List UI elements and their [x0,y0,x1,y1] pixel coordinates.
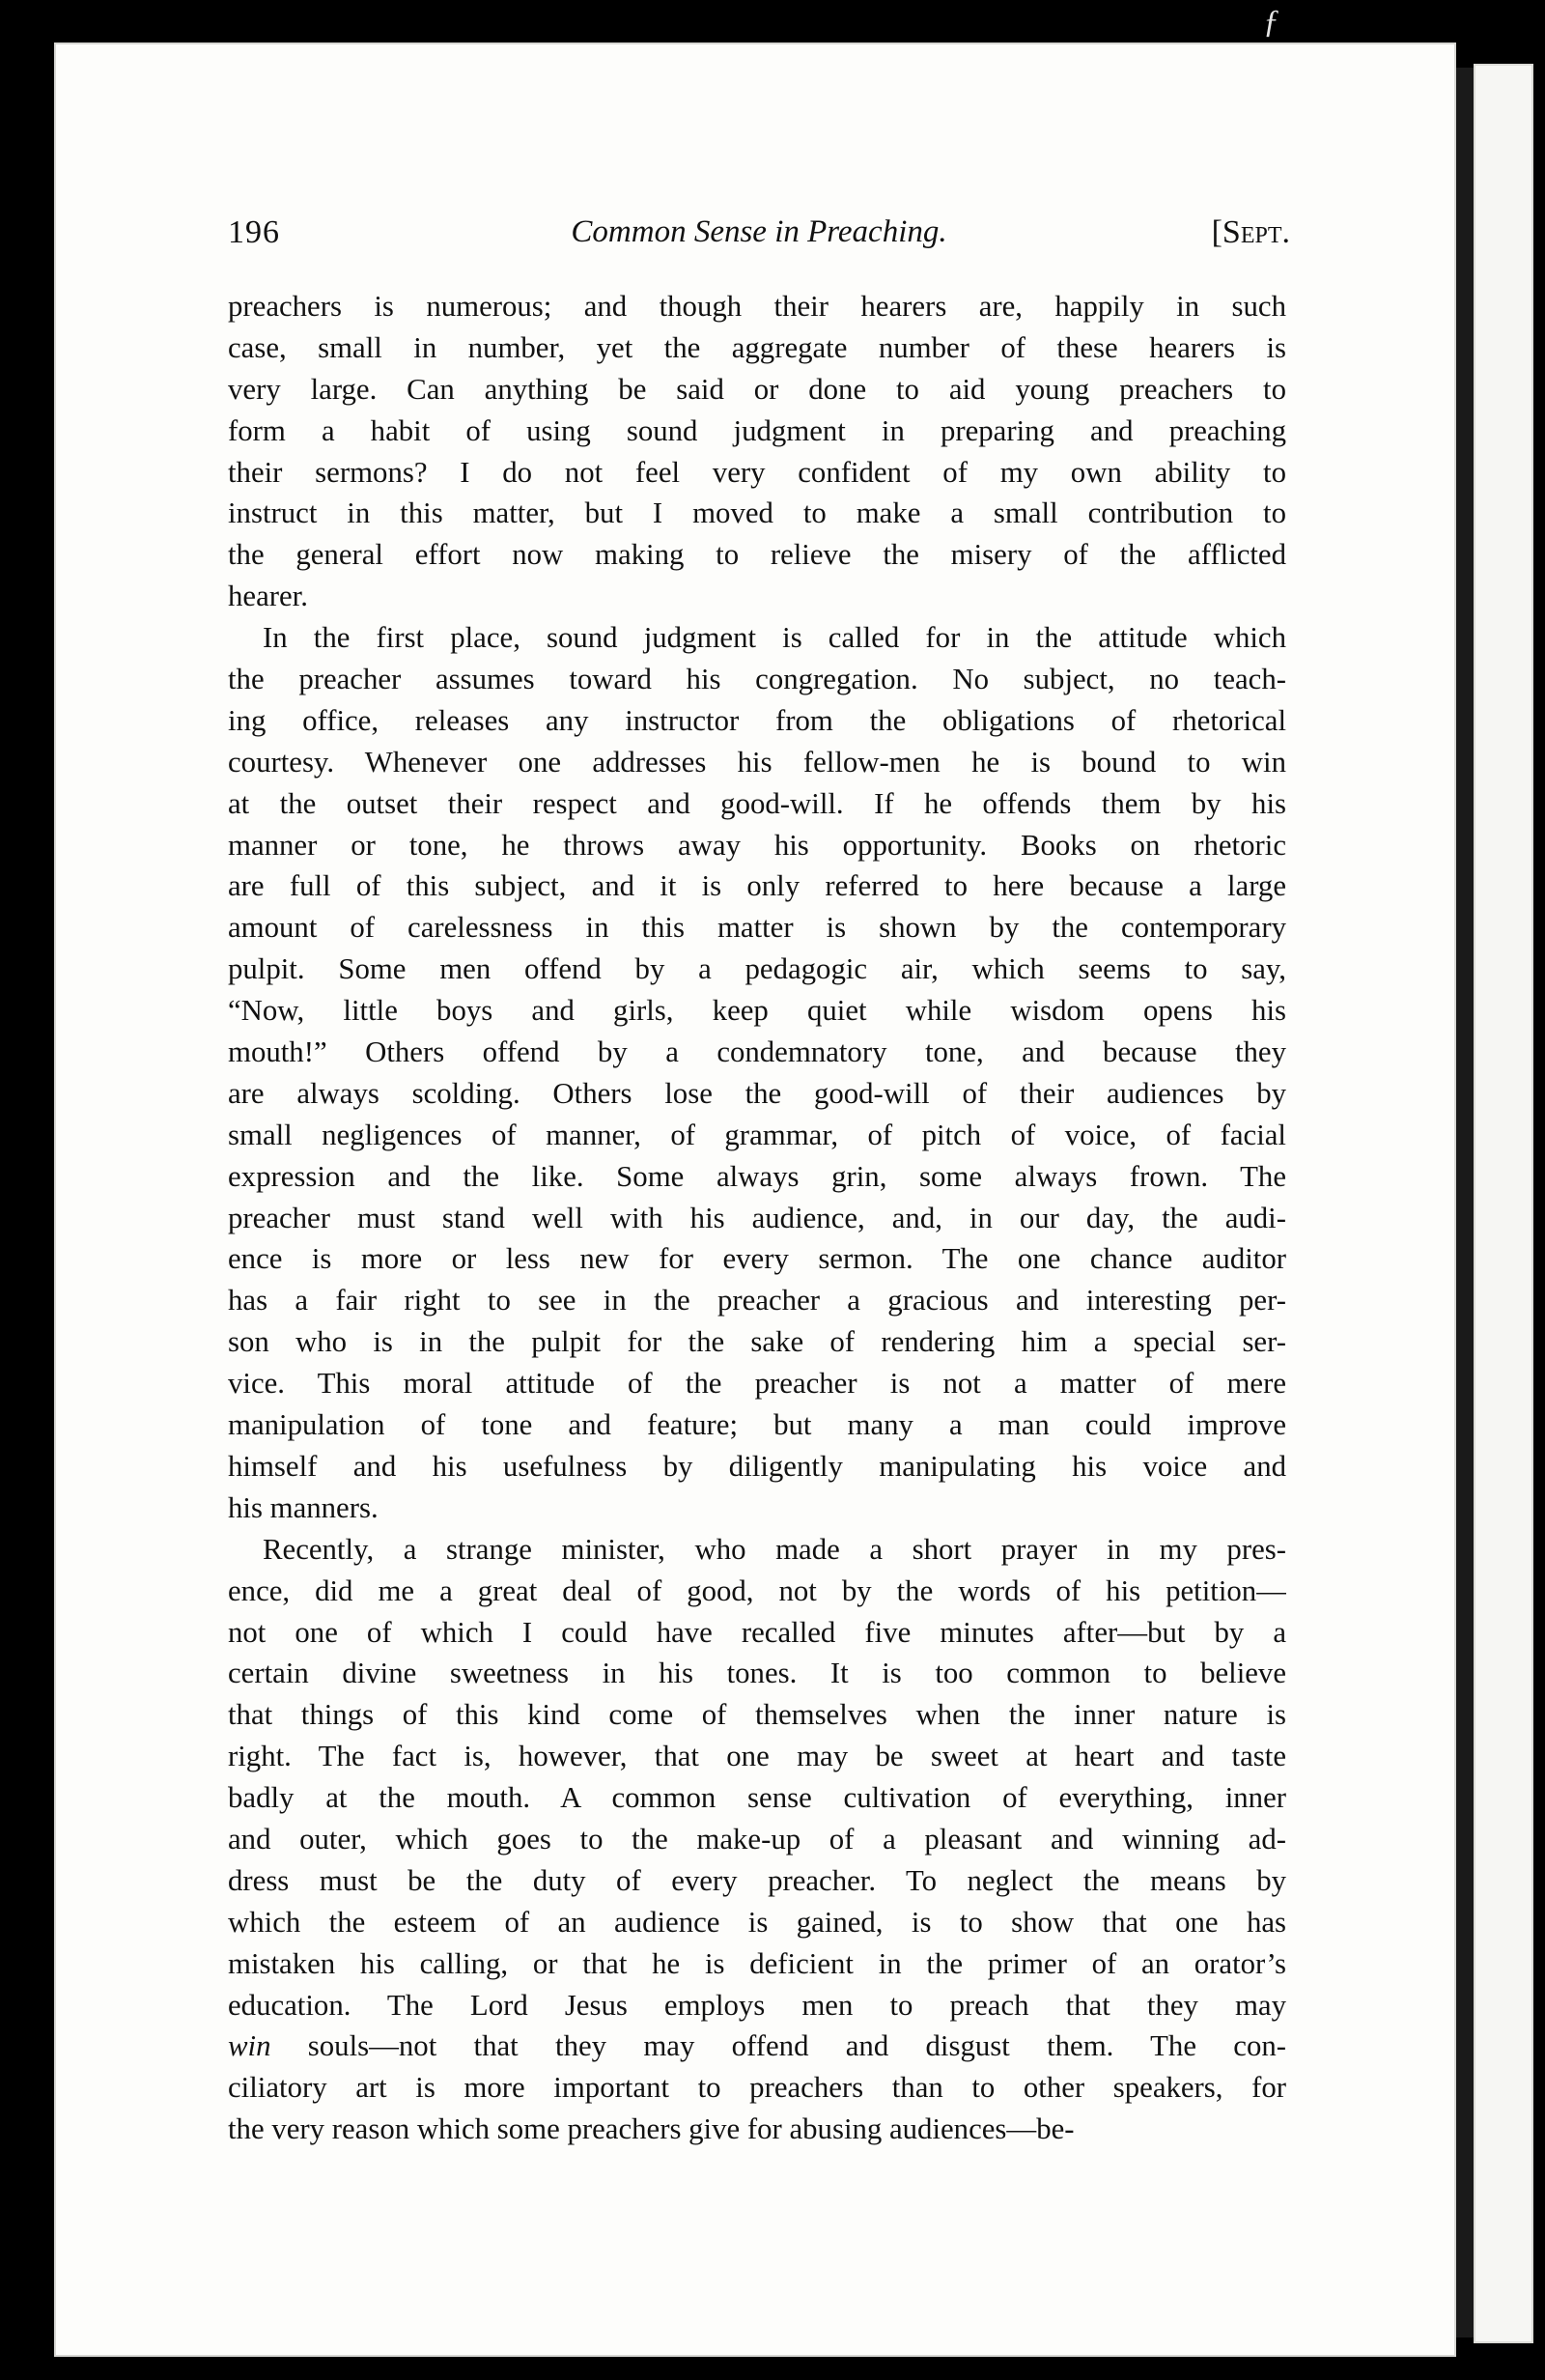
text-line: “Now, little boys and girls, keep quiet while wisdom opens his [228,994,1286,1028]
text-line: their sermons? I do not feel very confident of my own ability to [228,455,1286,489]
text-line: right. The fact is, however, that one may be sweet at heart and taste [228,1740,1286,1773]
text-line: badly at the mouth. A common sense cultivation of everything, inner [228,1781,1286,1815]
text-line: case, small in number, yet the aggregate number of these hearers is [228,330,1286,364]
text-line: pulpit. Some men offend by a pedagogic air, which seems to say, [228,952,1286,986]
text-line: instruct in this matter, but I moved to make a small contribution to [228,496,1286,530]
text-line: very large. Can anything be said or done to aid young preachers to [228,372,1286,406]
text-line: are full of this subject, and it is only referred to here because a large [228,869,1286,903]
text-line: his manners. [228,1490,379,1524]
paragraph [228,1529,1286,2150]
text-line: that things of this kind come of themselves when the inner nature is [228,1698,1286,1732]
paragraph [228,286,1286,617]
text-line: son who is in the pulpit for the sake of rendering him a special ser- [228,1325,1286,1359]
text-line: which the esteem of an audience is gained, is to show that one has [228,1905,1286,1939]
text-line: himself and his usefulness by diligently manipulating his voice and [228,1449,1286,1483]
text-line: win souls—not that they may offend and disgust them. The con- [228,2029,1286,2063]
text-line: Recently, a strange minister, who made a short prayer in my pres- [263,1532,1286,1566]
text-line: preacher must stand well with his audience, and, in our day, the audi- [228,1201,1286,1234]
scan-corner-mark: ƒ [1263,4,1279,40]
next-page-edge [1474,64,1533,2343]
text-line: form a habit of using sound judgment in preparing and preaching [228,413,1286,447]
text-line: ence is more or less new for every sermon. The one chance auditor [228,1242,1286,1276]
running-month [1212,214,1290,251]
text-line: the general effort now making to relieve the misery of the afflicted [228,538,1286,572]
text-line: ing office, releases any instructor from the obligations of rhetorical [228,703,1286,737]
paragraph [228,617,1286,1529]
text-line: ciliatory art is more important to preachers than to other speakers, for [228,2071,1286,2105]
text-line: the very reason which some preachers give for abusing audiences—be- [228,2112,1075,2146]
text-line: are always scolding. Others lose the good-will of their audiences by [228,1076,1286,1110]
text-line: preachers is numerous; and though their hearers are, happily in such [228,290,1286,323]
text-line: mistaken his calling, or that he is deficient in the primer of an orator’s [228,1946,1286,1980]
running-title: Common Sense in Preaching. [571,214,947,249]
text-line: the preacher assumes toward his congregation. No subject, no teach- [228,663,1286,696]
text-line: at the outset their respect and good-will. If he offends them by his [228,786,1286,820]
text-line: expression and the like. Some always grin, some always frown. The [228,1159,1286,1193]
text-line: manner or tone, he throws away his opportunity. Books on rhetoric [228,828,1286,862]
text-line: amount of carelessness in this matter is shown by the contemporary [228,911,1286,945]
text-line: vice. This moral attitude of the preacher is not a matter of mere [228,1367,1286,1401]
text-line: has a fair right to see in the preacher a gracious and interesting per- [228,1284,1286,1318]
page-number: 196 [228,214,280,250]
text-line: manipulation of tone and feature; but many a man could improve [228,1408,1286,1442]
text-line: not one of which I could have recalled five minutes after—but by a [228,1615,1286,1649]
page-gutter-shadow [1456,68,1474,2338]
running-month-text: [Sept. [1211,214,1290,250]
text-line: hearer. [228,580,308,613]
body-text [228,286,1286,2150]
text-line: dress must be the duty of every preacher. To neglect the means by [228,1863,1286,1897]
text-line: courtesy. Whenever one addresses his fellow-men he is bound to win [228,745,1286,779]
text-line: certain divine sweetness in his tones. It is too common to believe [228,1657,1286,1690]
text-line: mouth!” Others offend by a condemnatory tone, and because they [228,1035,1286,1069]
text-line: small negligences of manner, of grammar, of pitch of voice, of facial [228,1118,1286,1151]
running-head [228,214,1290,263]
text-line: ence, did me a great deal of good, not by the words of his petition— [228,1573,1286,1607]
text-line: and outer, which goes to the make-up of a pleasant and winning ad- [228,1822,1286,1856]
text-line: education. The Lord Jesus employs men to preach that they may [228,1988,1286,2022]
text-line: In the first place, sound judgment is called for in the attitude which [263,621,1286,655]
